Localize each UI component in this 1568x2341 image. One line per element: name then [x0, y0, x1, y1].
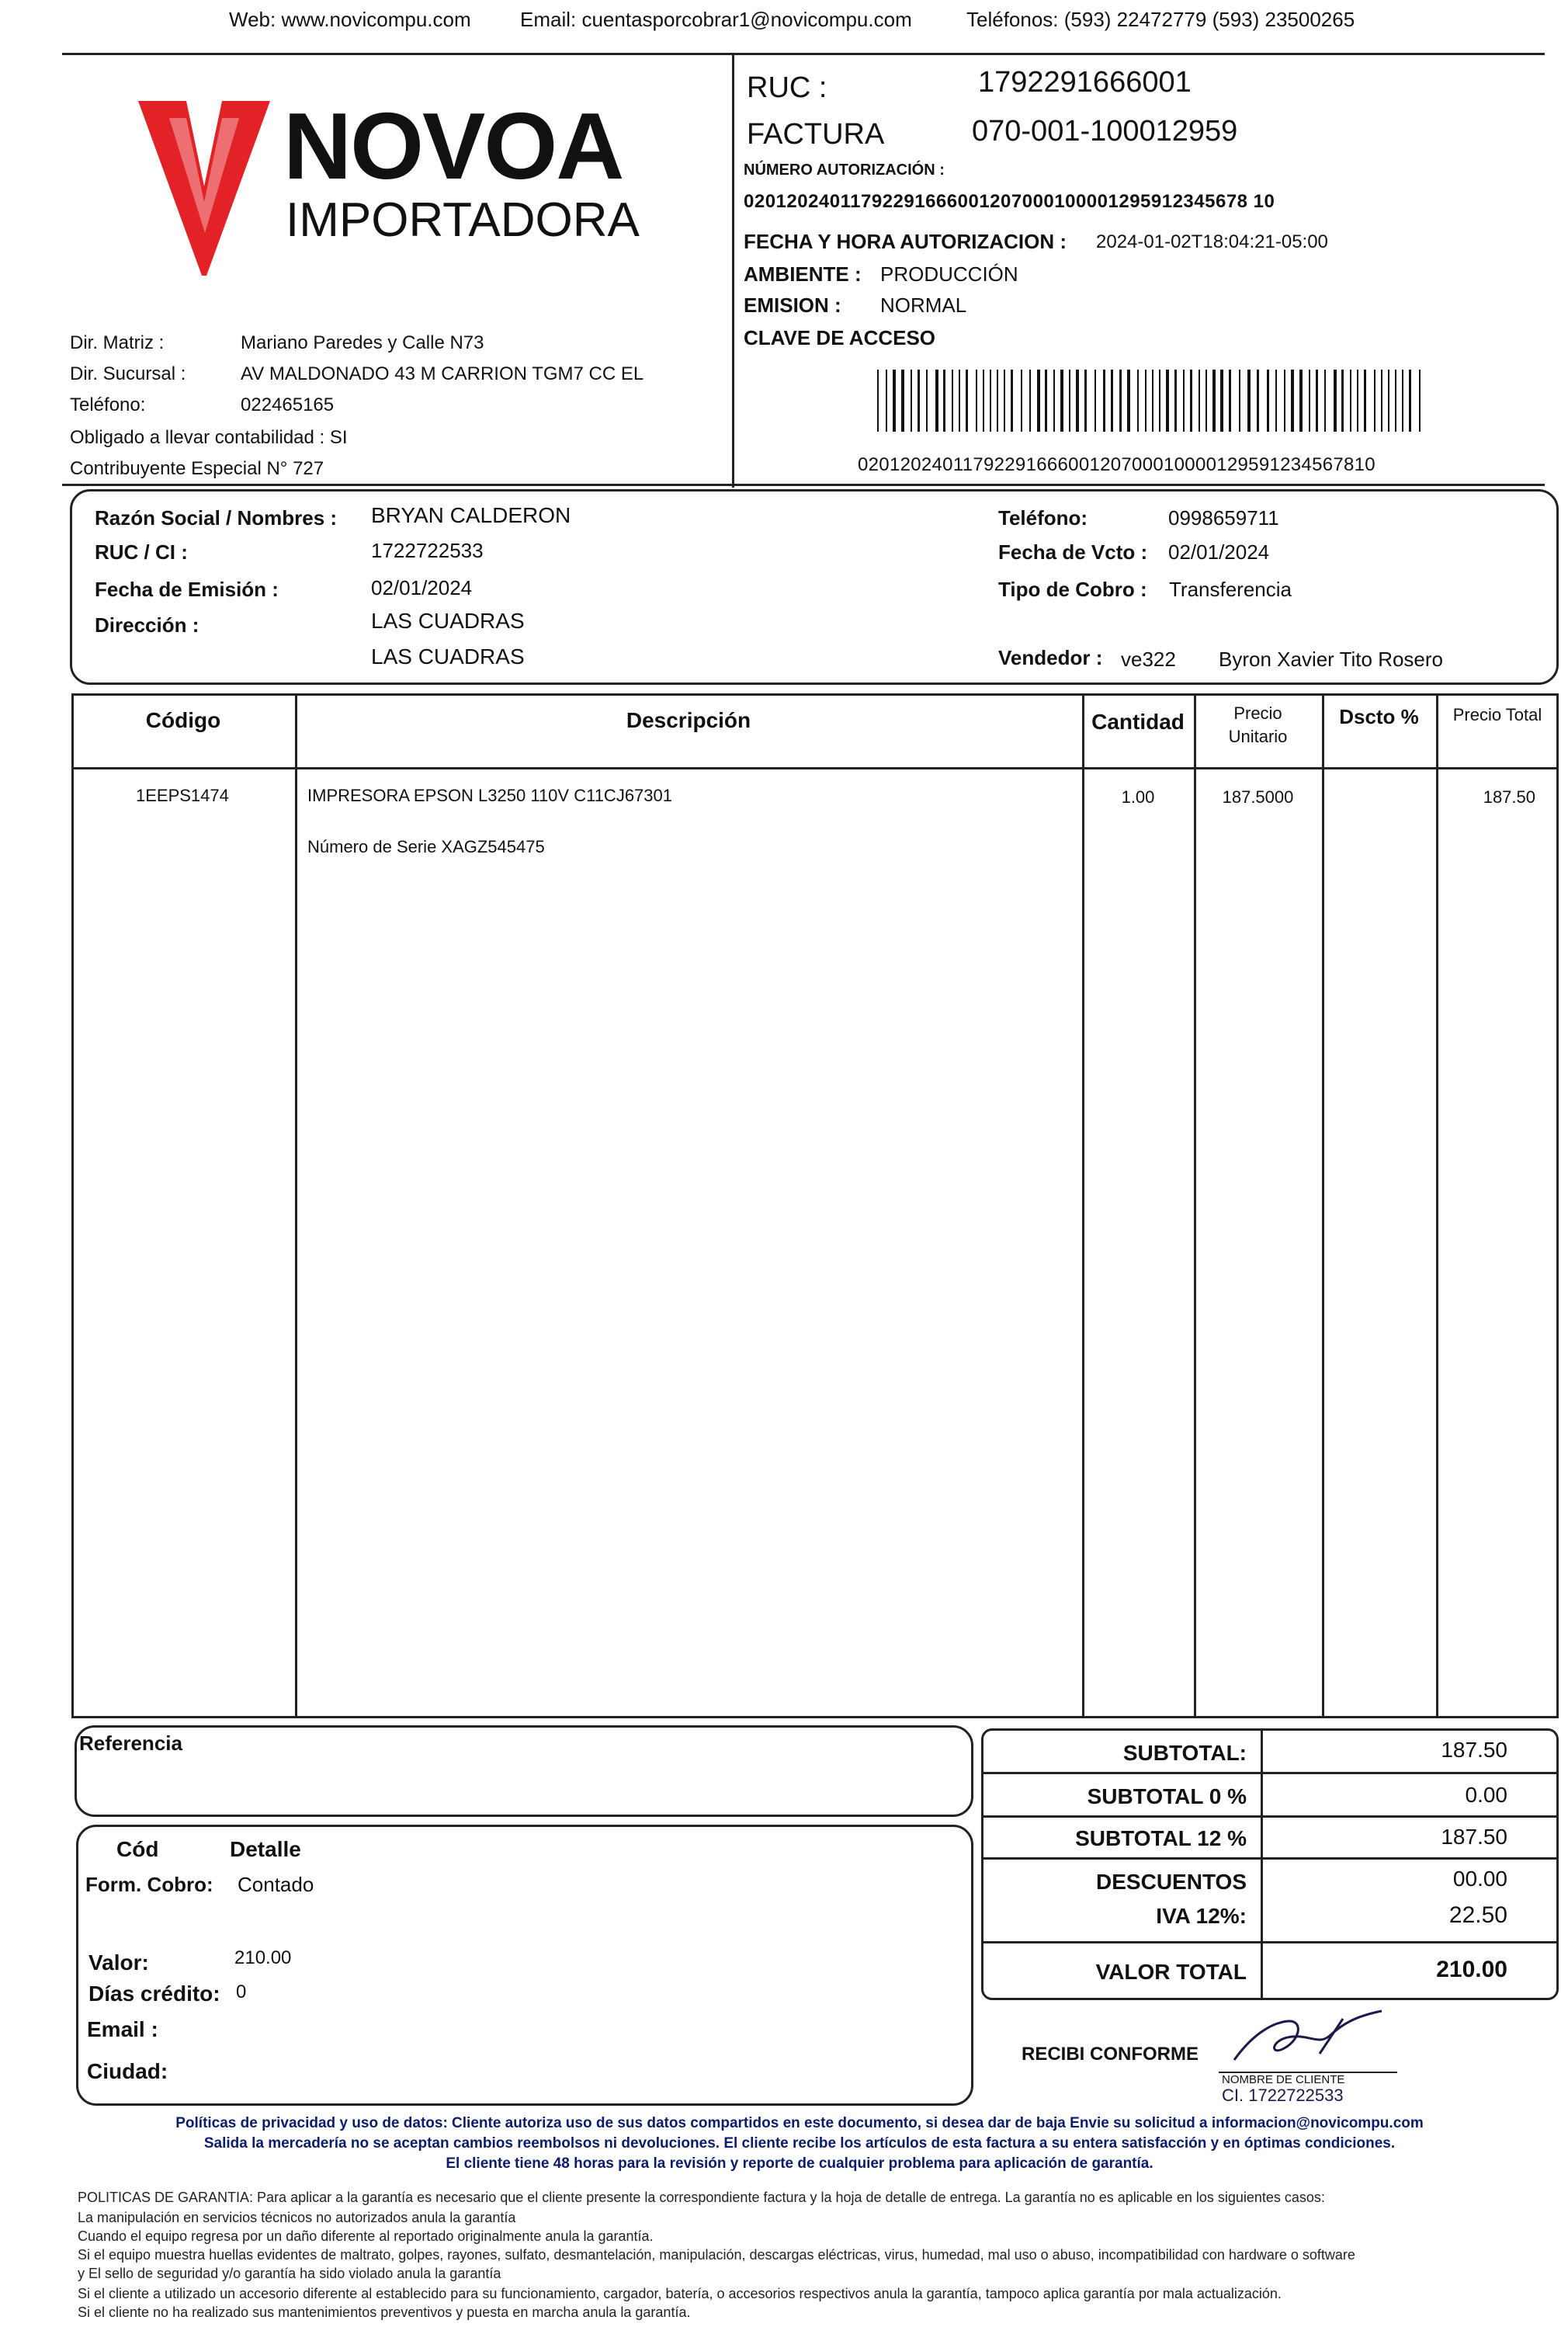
clave-acceso-value: 0201202401179229166600120700010000129591234567810 — [858, 454, 1375, 475]
totals-row-divider-4 — [981, 1941, 1559, 1943]
totals-row-divider-1 — [981, 1772, 1559, 1774]
header-divider — [62, 53, 1545, 55]
th-descripcion: Descripción — [626, 708, 751, 732]
col-divider-2 — [1082, 693, 1084, 1718]
fecha-emision-label: Fecha de Emisión : — [95, 578, 279, 601]
emision-value: NORMAL — [880, 293, 967, 317]
valor-total-label: VALOR TOTAL — [1095, 1960, 1247, 1984]
direccion-value-2: LAS CUADRAS — [371, 644, 525, 669]
col-divider-3 — [1194, 693, 1196, 1718]
th-cantidad: Cantidad — [1091, 710, 1185, 734]
valor-value: 210.00 — [234, 1947, 292, 1968]
matriz-value: Mariano Paredes y Calle N73 — [241, 332, 484, 353]
th-precio-unitario-1: Precio — [1233, 703, 1282, 723]
warranty-line-5: y El sello de seguridad y/o garantía ha sido violado anula la garantía — [78, 2266, 501, 2281]
th-precio-unitario-2: Unitario — [1228, 727, 1288, 746]
privacy-line-2: Salida la mercadería no se aceptan cambios reembolsos ni devoluciones. El cliente recibe los artículos de esta factura a su entera satisfacción y en óptimas condiciones. — [203, 2135, 1396, 2152]
sucursal-label: Dir. Sucursal : — [70, 363, 186, 384]
barcode-icon — [877, 370, 1424, 432]
referencia-box — [75, 1725, 973, 1817]
iva-label: IVA 12%: — [1156, 1904, 1247, 1928]
novoa-logo-icon — [138, 101, 270, 276]
signature-ci: CI. 1722722533 — [1222, 2086, 1344, 2105]
dias-credito-value: 0 — [236, 1982, 247, 2002]
subtotal-0-value: 0.00 — [1465, 1783, 1507, 1807]
th-dscto: Dscto % — [1339, 705, 1419, 728]
tipo-cobro-value: Transferencia — [1169, 578, 1292, 601]
ambiente-value: PRODUCCIÓN — [880, 262, 1018, 286]
direccion-label: Dirección : — [95, 613, 199, 637]
ambiente-label: AMBIENTE : — [744, 262, 862, 286]
ruc-value: 1792291666001 — [978, 66, 1192, 99]
fecha-autorizacion-label: FECHA Y HORA AUTORIZACION : — [744, 230, 1067, 253]
tipo-cobro-label: Tipo de Cobro : — [998, 578, 1147, 601]
th-precio-total: Precio Total — [1452, 705, 1542, 724]
privacy-line-1: Políticas de privacidad y uso de datos: Cliente autoriza uso de sus datos compartidos en este documento, si desea dar de baja Envie su solicitud a informacion@novicompu.com — [175, 2115, 1424, 2131]
info-divider — [62, 484, 1545, 486]
autorizacion-label: NÚMERO AUTORIZACIÓN : — [744, 162, 945, 179]
razon-social-value: BRYAN CALDERON — [371, 503, 571, 527]
client-ruc-value: 1722722533 — [371, 539, 484, 562]
client-phone-value: 0998659711 — [1168, 506, 1279, 530]
recibi-conforme-label: RECIBI CONFORME — [1022, 2044, 1199, 2065]
logo-brand: NOVOA — [283, 93, 623, 199]
col-divider-1 — [295, 693, 297, 1718]
sucursal-value: AV MALDONADO 43 M CARRION TGM7 CC EL — [241, 363, 644, 384]
vendedor-label: Vendedor : — [998, 646, 1103, 669]
warranty-line-2: La manipulación en servicios técnicos no autorizados anula la garantía — [78, 2210, 516, 2225]
ciudad-label: Ciudad: — [87, 2059, 168, 2083]
warranty-line-1: POLITICAS DE GARANTIA: Para aplicar a la garantía es necesario que el cliente presente la correspondiente factura y la hoja de detalle de entrega. La garantía no es aplicable en los siguientes casos: — [78, 2190, 1325, 2205]
descuentos-value: 00.00 — [1452, 1867, 1507, 1891]
emision-label: EMISION : — [744, 293, 841, 317]
row-precio-unitario: 187.5000 — [1222, 787, 1294, 807]
email-label: Email : — [87, 2017, 158, 2041]
totals-row-divider-3 — [981, 1857, 1559, 1860]
nombre-cliente-label: NOMBRE DE CLIENTE — [1222, 2073, 1345, 2086]
header-vertical-divider — [732, 53, 734, 488]
autorizacion-number: 02012024011792291666001207000100001295912345678 10 — [744, 191, 1275, 212]
subtotal-12-value: 187.50 — [1441, 1825, 1507, 1849]
warranty-line-7: Si el cliente no ha realizado sus mantenimientos preventivos y puesta en marcha anula la garantía. — [78, 2305, 691, 2320]
company-phone-value: 022465165 — [241, 394, 335, 415]
ruc-label: RUC : — [747, 71, 827, 104]
company-phone-label: Teléfono: — [70, 394, 146, 415]
descuentos-label: DESCUENTOS — [1096, 1870, 1247, 1894]
forma-cobro-value: Contado — [238, 1873, 314, 1896]
razon-social-label: Razón Social / Nombres : — [95, 506, 338, 530]
vendedor-name: Byron Xavier Tito Rosero — [1219, 648, 1444, 671]
header-email: Email: cuentasporcobrar1@novicompu.com — [520, 8, 912, 31]
header-web: Web: www.novicompu.com — [229, 8, 471, 31]
clave-acceso-label: CLAVE DE ACCESO — [744, 326, 936, 349]
iva-value: 22.50 — [1448, 1902, 1507, 1928]
warranty-line-6: Si el cliente a utilizado un accesorio diferente al establecido para su funcionamiento, cargador, batería, o accesorios respectivos anula la garantía, tampoco aplica garantía por mala actualización. — [78, 2286, 1282, 2301]
row-cantidad: 1.00 — [1121, 787, 1155, 807]
fecha-autorizacion-value: 2024-01-02T18:04:21-05:00 — [1096, 231, 1328, 252]
valor-total-value: 210.00 — [1436, 1957, 1507, 1982]
warranty-line-4: Si el equipo muestra huellas evidentes de maltrato, golpes, rayones, sulfato, desmantelación, manipulación, descargas eléctricas, virus, humedad, mal uso o abuso, incompatibilidad con hardware o software — [78, 2247, 1355, 2263]
client-ruc-label: RUC / CI : — [95, 540, 188, 564]
totals-row-divider-2 — [981, 1815, 1559, 1818]
forma-cobro-label: Form. Cobro: — [85, 1873, 213, 1896]
obligado-contabilidad: Obligado a llevar contabilidad : SI — [70, 427, 348, 448]
subtotal-12-label: SUBTOTAL 12 % — [1075, 1826, 1247, 1850]
referencia-label: Referencia — [79, 1731, 182, 1755]
payment-box — [76, 1825, 973, 2106]
col-divider-4 — [1322, 693, 1324, 1718]
row-codigo: 1EEPS1474 — [136, 786, 229, 805]
subtotal-0-label: SUBTOTAL 0 % — [1087, 1784, 1247, 1808]
signature-icon — [1226, 2007, 1389, 2069]
direccion-value-1: LAS CUADRAS — [371, 609, 525, 633]
cod-label: Cód — [116, 1837, 159, 1861]
factura-number: 070-001-100012959 — [972, 115, 1238, 148]
fecha-emision-value: 02/01/2024 — [371, 576, 473, 599]
privacy-line-3: El cliente tiene 48 horas para la revisión y reporte de cualquier problema para aplicación de garantía. — [446, 2155, 1153, 2172]
warranty-line-3: Cuando el equipo regresa por un daño diferente al reportado originalmente anula la garantía. — [78, 2228, 654, 2244]
row-descripcion: IMPRESORA EPSON L3250 110V C11CJ67301 — [307, 786, 672, 805]
detalle-label: Detalle — [230, 1837, 301, 1861]
logo-subtitle: IMPORTADORA — [286, 193, 640, 247]
subtotal-value: 187.50 — [1441, 1738, 1507, 1762]
valor-label: Valor: — [88, 1950, 149, 1975]
th-codigo: Código — [145, 708, 221, 732]
fecha-vcto-label: Fecha de Vcto : — [998, 540, 1148, 564]
contribuyente-especial: Contribuyente Especial N° 727 — [70, 458, 324, 479]
row-precio-total: 187.50 — [1483, 787, 1535, 807]
row-serie: Número de Serie XAGZ545475 — [307, 837, 545, 856]
matriz-label: Dir. Matriz : — [70, 332, 165, 353]
col-divider-5 — [1436, 693, 1438, 1718]
vendedor-code: ve322 — [1121, 648, 1176, 671]
subtotal-label: SUBTOTAL: — [1122, 1741, 1247, 1765]
header-phones: Teléfonos: (593) 22472779 (593) 23500265 — [966, 8, 1355, 31]
client-phone-label: Teléfono: — [998, 506, 1088, 530]
factura-label: FACTURA — [747, 118, 885, 151]
dias-credito-label: Días crédito: — [88, 1982, 220, 2006]
totals-col-divider — [1261, 1728, 1263, 2000]
fecha-vcto-value: 02/01/2024 — [1168, 540, 1270, 564]
